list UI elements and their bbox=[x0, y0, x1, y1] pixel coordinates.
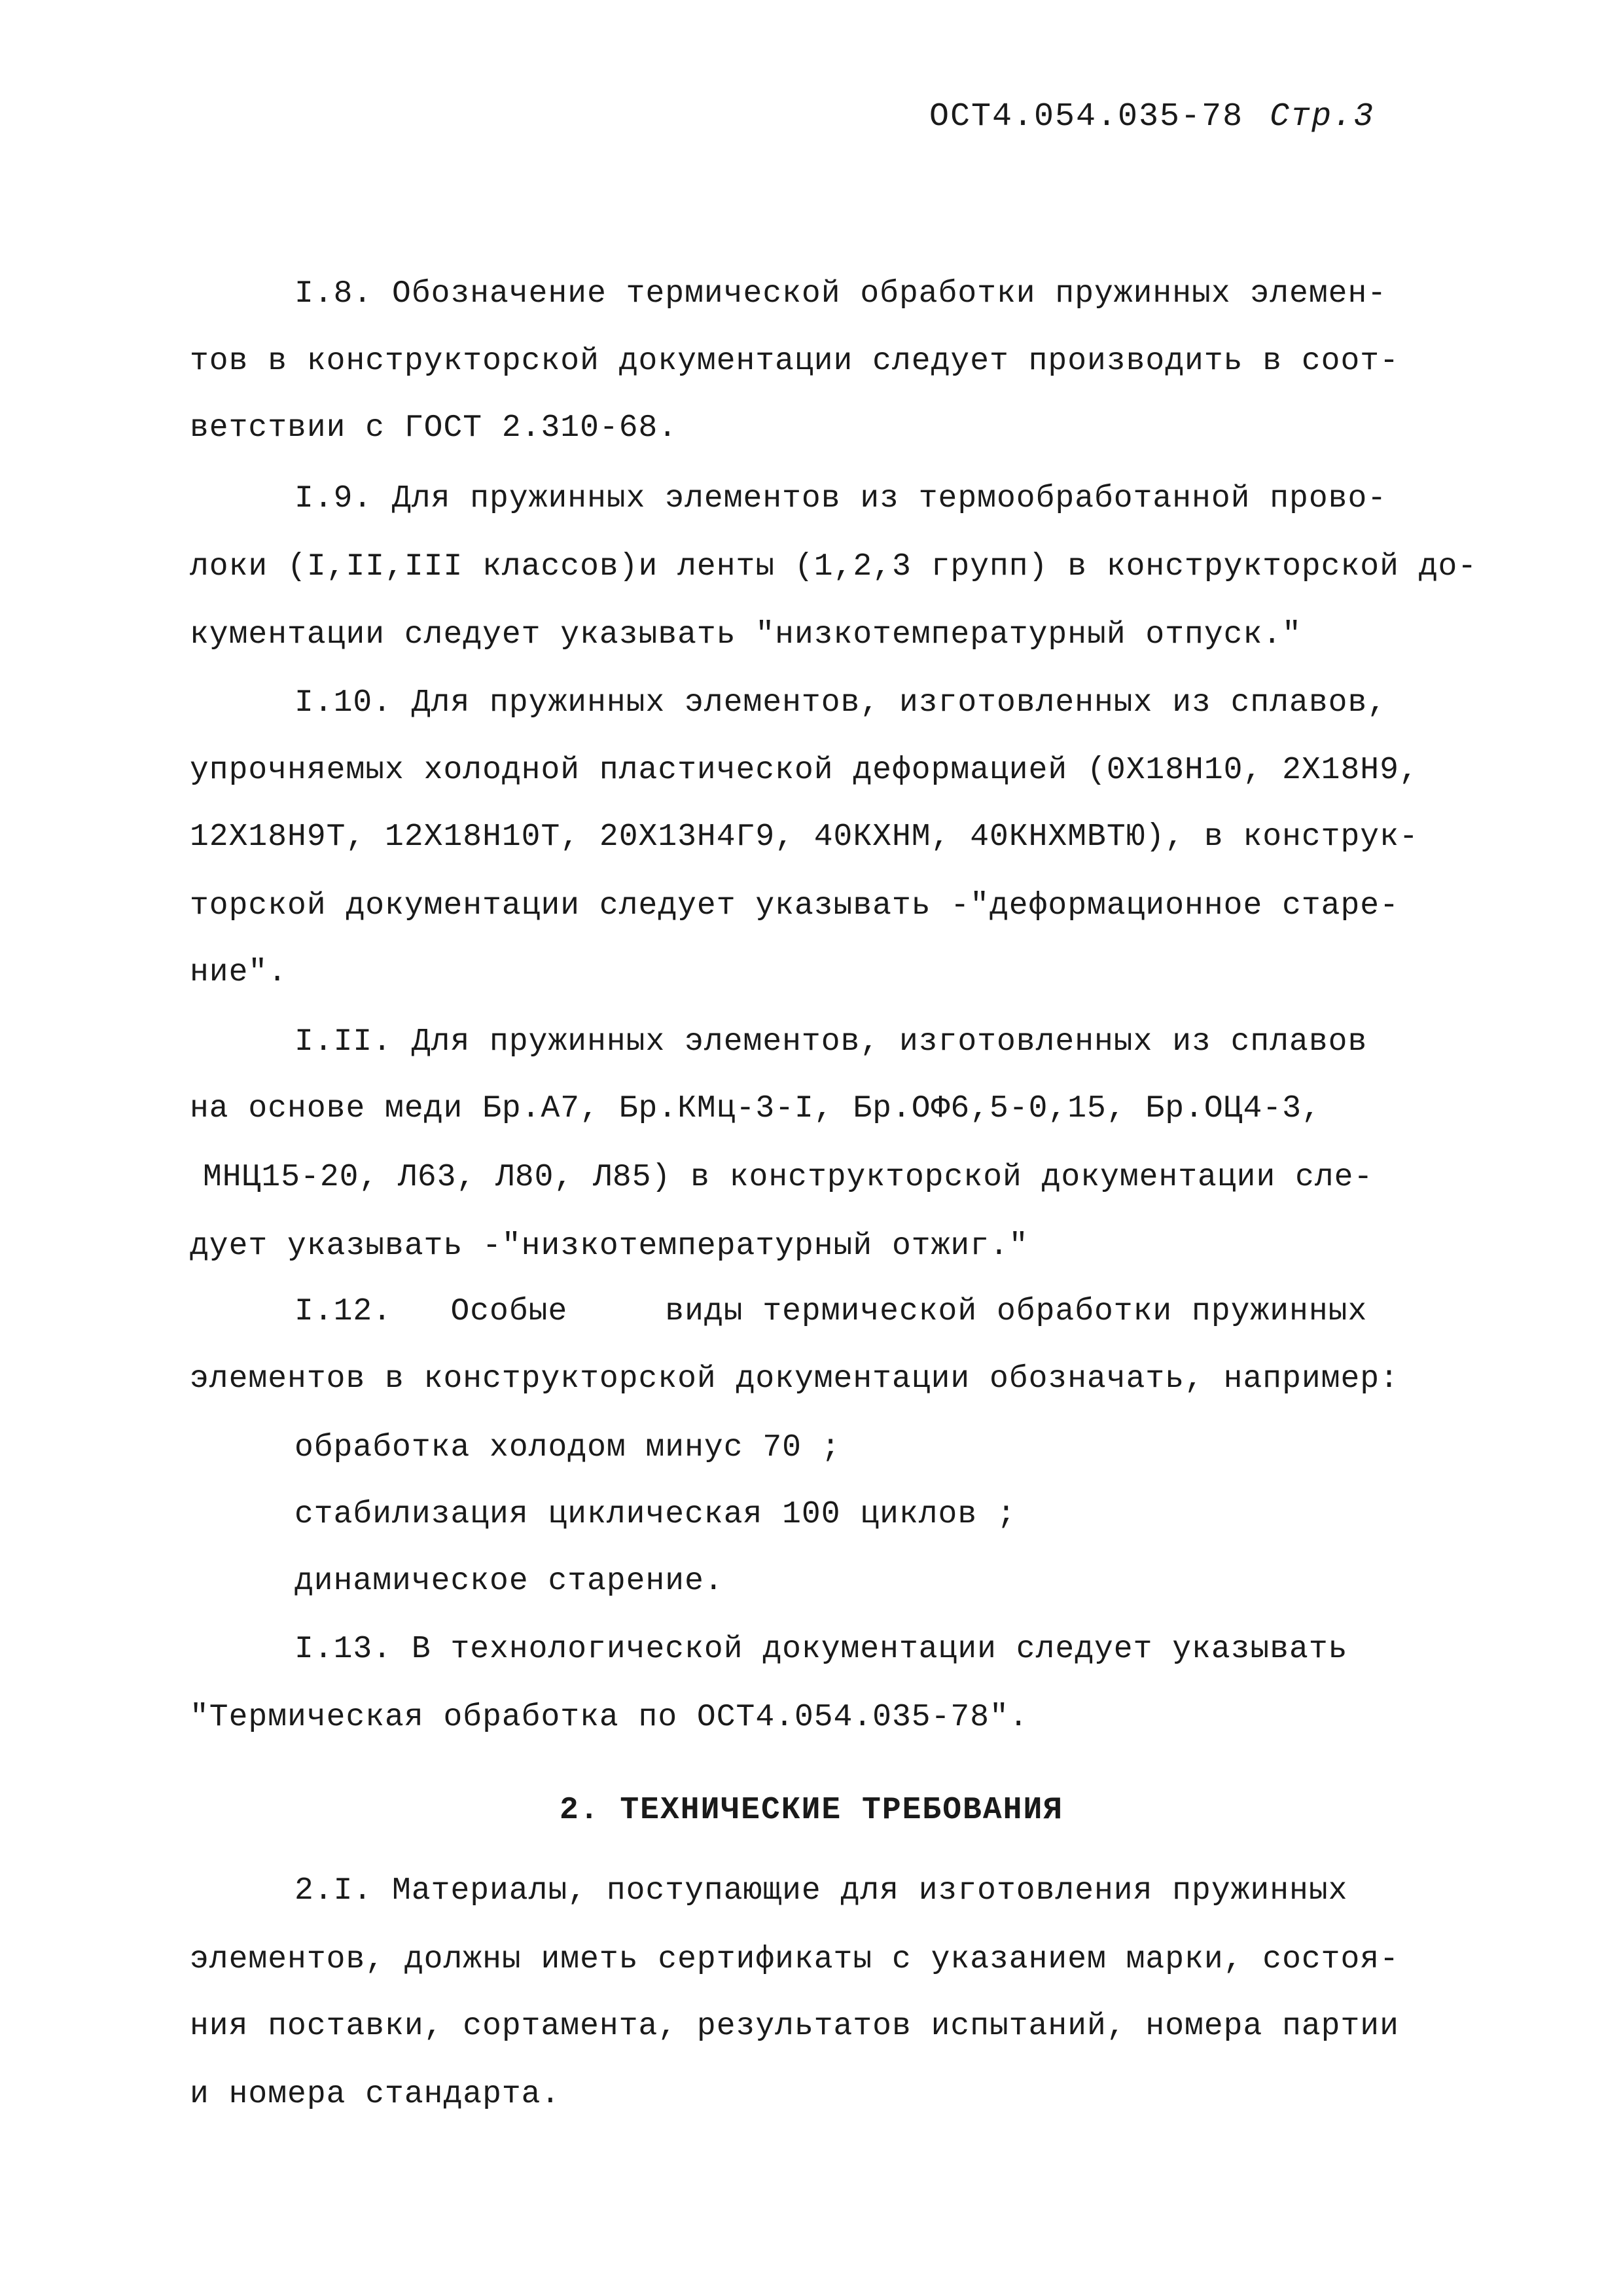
list-item-cyclic-stabilization: стабилизация циклическая 100 циклов ; bbox=[294, 1497, 1016, 1532]
paragraph-1-10-line-3: 12Х18Н9Т, 12Х18Н10Т, 20Х13Н4Г9, 40КХНМ, 40КНХМВТЮ), в конструк- bbox=[190, 819, 1419, 855]
list-item-cold-treatment: обработка холодом минус 70 ; bbox=[294, 1430, 841, 1465]
paragraph-1-11-line-3: МНЦ15-20, Л63, Л80, Л85) в конструкторской документации сле- bbox=[203, 1160, 1374, 1195]
list-item-dynamic-aging: динамическое старение. bbox=[294, 1564, 724, 1599]
paragraph-1-11-line-1: I.II. Для пружинных элементов, изготовленных из сплавов bbox=[294, 1024, 1368, 1060]
paragraph-2-1-line-2: элементов, должны иметь сертификаты с указанием марки, состоя- bbox=[190, 1942, 1399, 1977]
paragraph-1-10-line-5: ние". bbox=[190, 955, 288, 990]
paragraph-1-9-line-2: локи (I,II,III классов)и ленты (1,2,3 групп) в конструкторской до- bbox=[190, 549, 1478, 584]
paragraph-2-1-line-4: и номера стандарта. bbox=[190, 2077, 561, 2112]
paragraph-1-11-line-2: на основе меди Бр.А7, Бр.КМц-3-I, Бр.ОФ6,5-0,15, Бр.ОЦ4-3, bbox=[190, 1091, 1321, 1126]
document-code: ОСТ4.054.035-78 bbox=[929, 98, 1244, 135]
paragraph-1-9-line-1: I.9. Для пружинных элементов из термообработанной прово- bbox=[294, 481, 1387, 516]
section-heading: 2. ТЕХНИЧЕСКИЕ ТРЕБОВАНИЯ bbox=[559, 1793, 1064, 1828]
paragraph-2-1-line-3: ния поставки, сортамента, результатов испытаний, номера партии bbox=[190, 2009, 1399, 2044]
paragraph-1-9-line-3: кументации следует указывать "низкотемпературный отпуск." bbox=[190, 617, 1302, 653]
paragraph-1-8-line-2: тов в конструкторской документации следует производить в соот- bbox=[190, 344, 1399, 379]
paragraph-1-8-line-1: I.8. Обозначение термической обработки пружинных элемен- bbox=[294, 276, 1387, 312]
paragraph-1-10-line-2: упрочняемых холодной пластической деформацией (0Х18Н10, 2Х18Н9, bbox=[190, 753, 1419, 788]
paragraph-1-8-line-3: ветствии с ГОСТ 2.310-68. bbox=[190, 410, 678, 446]
page-header bbox=[929, 98, 1374, 135]
paragraph-1-12-line-2: элементов в конструкторской документации обозначать, например: bbox=[190, 1361, 1399, 1397]
paragraph-1-11-line-4: дует указывать -"низкотемпературный отжиг." bbox=[190, 1229, 1029, 1264]
paragraph-1-10-line-4: торской документации следует указывать -"деформационное старе- bbox=[190, 888, 1399, 924]
page-number: Стр.3 bbox=[1270, 98, 1375, 135]
paragraph-1-13-line-1: I.13. В технологической документации следует указывать bbox=[294, 1632, 1348, 1667]
paragraph-1-13-line-2: "Термическая обработка по ОСТ4.054.035-78". bbox=[190, 1700, 1029, 1735]
paragraph-2-1-line-1: 2.I. Материалы, поступающие для изготовления пружинных bbox=[294, 1873, 1348, 1909]
paragraph-1-10-line-1: I.10. Для пружинных элементов, изготовленных из сплавов, bbox=[294, 685, 1387, 721]
paragraph-1-12-line-1: I.12. Особые виды термической обработки пружинных bbox=[294, 1294, 1368, 1329]
